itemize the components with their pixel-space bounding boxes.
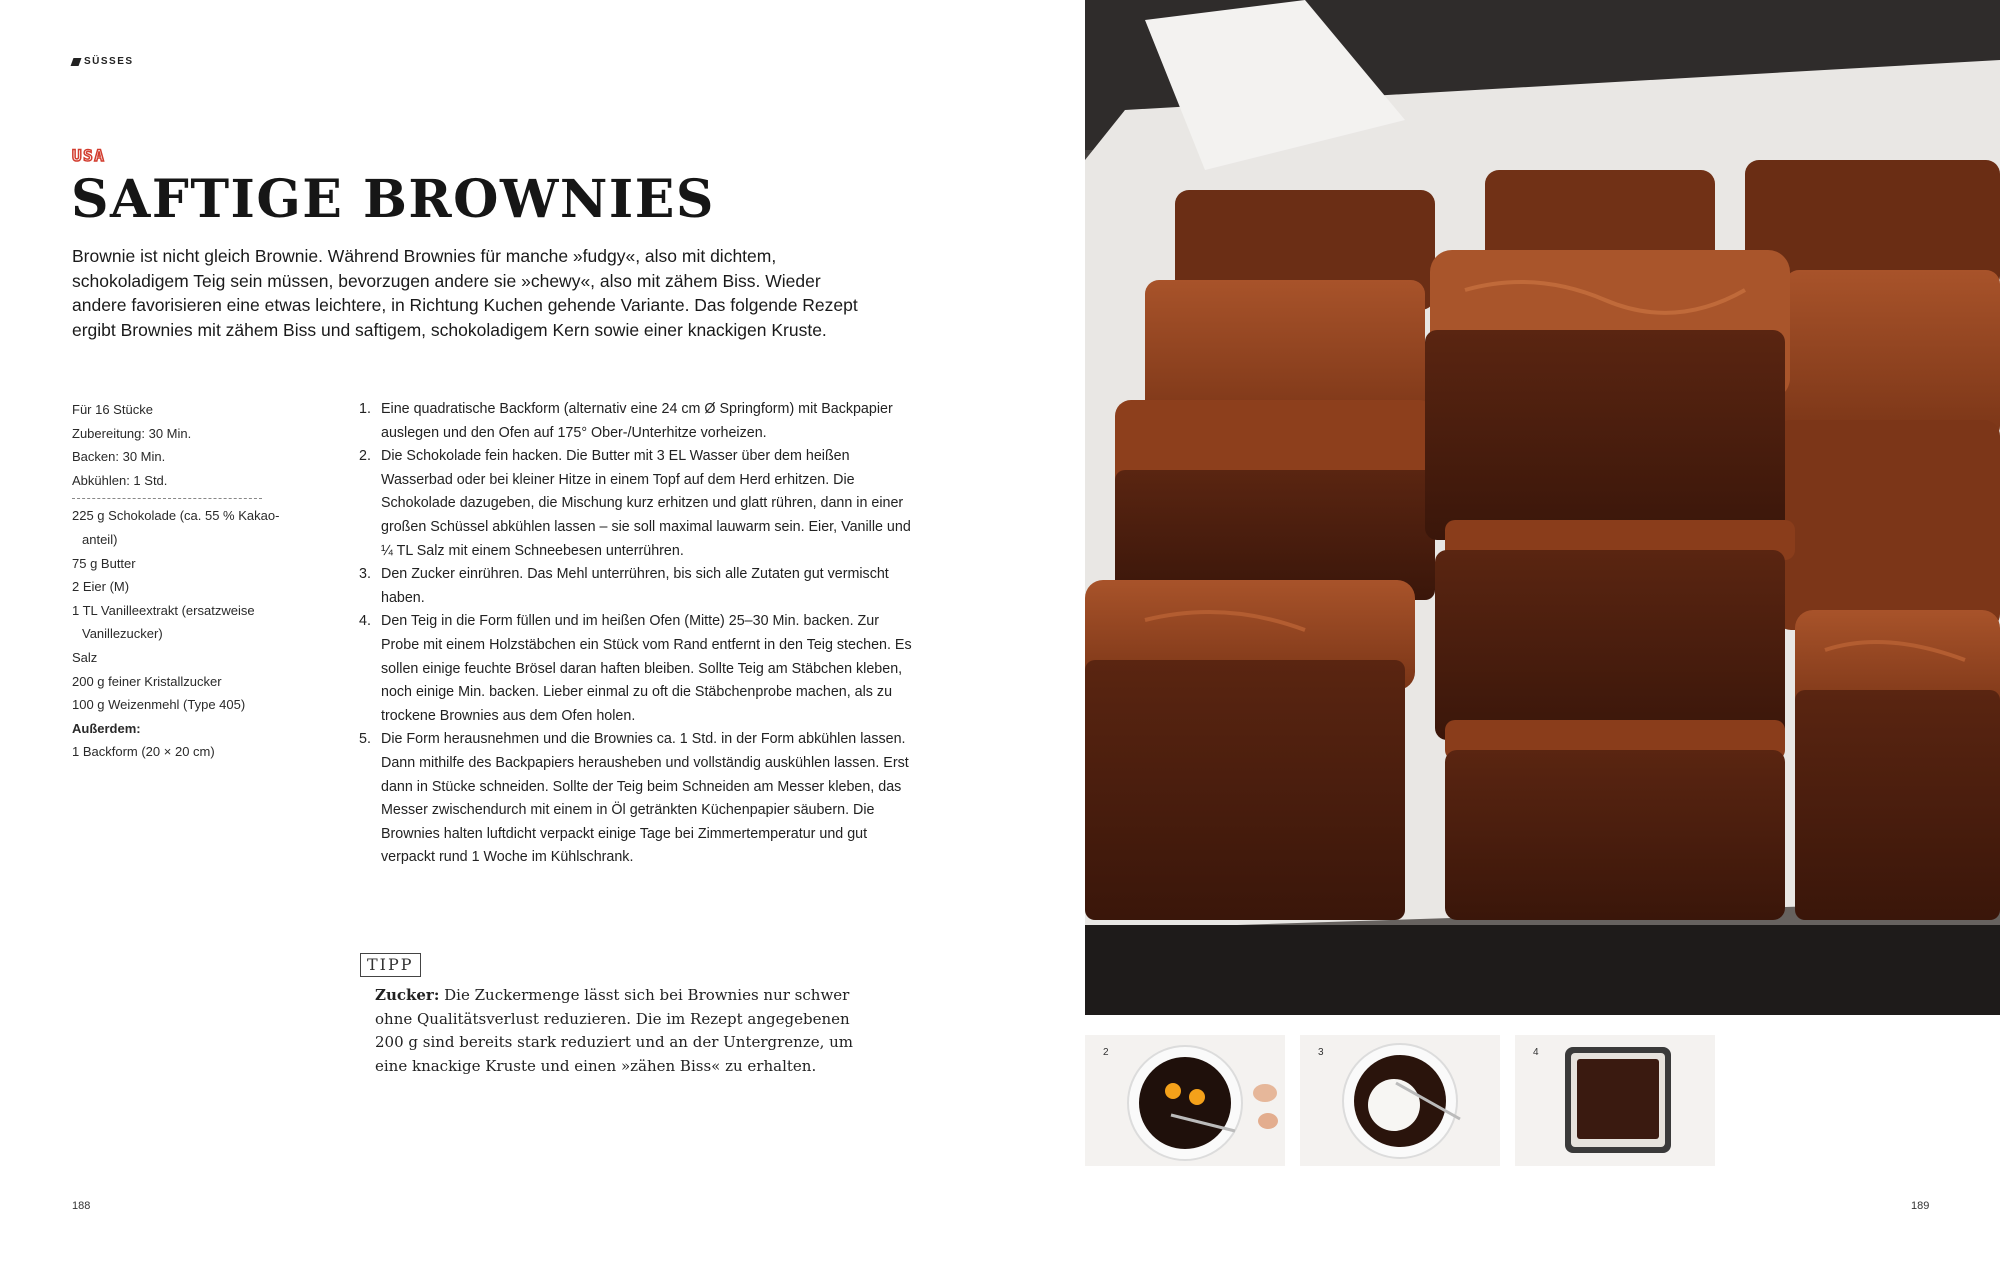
step-item [355,728,915,870]
baking-pan-illustration [1515,1035,1715,1166]
country-label: USA [72,146,106,165]
step-item [355,610,915,728]
step-text: Den Zucker einrühren. Das Mehl unterrühren, bis sich alle Zutaten gut vermischt haben. [381,566,889,606]
brownies-illustration [1085,0,2000,1015]
section-label: SÜSSES [84,56,134,67]
recipe-intro: Brownie ist nicht gleich Brownie. Während Brownies für manche »fudgy«, also mit dichtem, schokoladigem Teig sein müssen, bevorzugen andere sie »chewy«, also mit zähem Biss. Wieder andere favorisieren eine etwas leichtere, in Richtung Kuchen gehende Variante. Das folgende Rezept ergibt Brownies mit zähem Biss und saftigem, schokoladigem Kern sowie einer knackigen Kruste. [72,246,858,340]
tip-label: TIPP [360,953,421,977]
ingredient: 2 Eier (M) [72,579,130,595]
ingredient: Salz [72,649,98,665]
step-item [355,445,915,563]
tip-body: Die Zuckermenge lässt sich bei Brownies nur schwer ohne Qualitätsverlust reduzieren. Die im Rezept angegebenen 200 g sind bereits stark reduziert und an der Untergrenze, um eine knackige Kruste und einen »zähen Biss« zu erhalten. [375,986,854,1075]
step-number: 2. [359,448,371,465]
step-photo-2 [1085,1035,1285,1166]
recipe-title: SAFTIGE BROWNIES [71,169,715,230]
thumb-number: 3 [1318,1047,1324,1058]
step-item [355,563,915,610]
ingredient: Vanillezucker) [82,626,163,642]
bowl-flour-illustration [1300,1035,1500,1166]
step-item [355,398,915,445]
section-tag [72,56,134,67]
brownies-photo [1085,0,2000,1015]
step-number: 4. [359,613,371,630]
bake-time: Backen: 30 Min. [72,449,166,465]
step-text: Die Schokolade fein hacken. Die Butter mit 3 EL Wasser über dem heißen Wasserbad oder bei kleiner Hitze in einem Topf auf dem Herd erhitzen. Die Schokolade dazugeben, die Mischung kurz erhitzen und glatt rühren, dann in einer großen Schüssel abkühlen lassen – sie soll maximal lauwarm sein. Eier, Vanille und ¼ TL Salz mit einem Schneebesen unterrühren. [381,448,911,559]
extras-heading: Außerdem: [72,720,141,736]
thumb-number: 4 [1533,1047,1539,1058]
prep-time: Zubereitung: 30 Min. [72,425,192,441]
step-text: Den Teig in die Form füllen und im heißen Ofen (Mitte) 25–30 Min. backen. Zur Probe mit einem Holzstäbchen ein Stück vom Rand entfernt in den Teig stechen. Es sollen einige feuchte Brösel daran haften bleiben. Sollte Teig am Stäbchen kleben, noch einige Min. backen. Lieber einmal zu oft die Stäbchenprobe machen, als zu trockene Brownies aus dem Ofen holen. [381,613,912,724]
cool-time: Abkühlen: 1 Std. [72,472,168,488]
page-number-right: 189 [1911,1200,1930,1212]
recipe-steps [355,398,915,870]
tip-lead: Zucker: [375,986,440,1004]
ingredient: 75 g Butter [72,555,136,571]
step-number: 1. [359,401,371,417]
ingredient: 100 g Weizenmehl (Type 405) [72,697,246,713]
servings: Für 16 Stücke [72,402,153,417]
section-marker-icon [71,58,82,66]
page-number-left: 188 [72,1200,91,1212]
bowl-eggs-illustration [1085,1035,1285,1166]
step-text: Die Form herausnehmen und die Brownies ca. 1 Std. in der Form abkühlen lassen. Dann mithilfe des Backpapiers herausheben und vollständig auskühlen lassen. Erst dann in Stücke schneiden. Sollte der Teig beim Schneiden am Messer kleben, das Messer zwischendurch mit einem in Öl getränkten Küchenpapier säubern. Die Brownies halten luftdicht verpackt einige Tage bei Zimmertemperatur und gut verpackt rund 1 Woche im Kühlschrank. [381,731,909,866]
thumb-number: 2 [1103,1047,1109,1058]
step-photo-4 [1515,1035,1715,1166]
recipe-meta [72,398,292,764]
step-text: Eine quadratische Backform (alternativ eine 24 cm Ø Springform) mit Backpapier auslegen und den Ofen auf 175° Ober-/Unterhitze vorheizen. [381,401,893,441]
ingredient: 225 g Schokolade (ca. 55 % Kakao- [72,508,280,524]
tip-text [375,984,855,1078]
ingredient: 1 TL Vanilleextrakt (ersatzweise [72,602,255,618]
ingredient: 200 g feiner Kristallzucker [72,673,222,689]
divider [72,498,262,500]
step-number: 5. [359,731,371,748]
ingredient: anteil) [82,531,118,547]
step-photo-3 [1300,1035,1500,1166]
extras-item: 1 Backform (20 × 20 cm) [72,744,215,760]
step-number: 3. [359,566,371,583]
